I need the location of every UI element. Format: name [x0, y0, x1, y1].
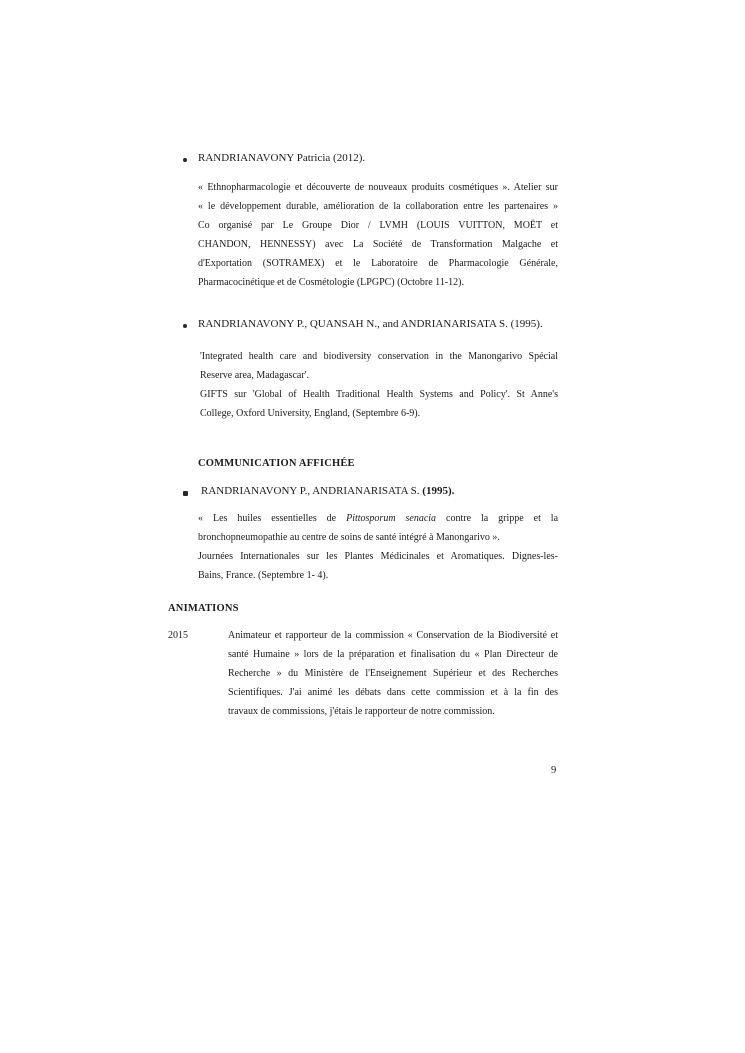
body-line: CHANDON, HENNESSY) avec La Société de Transformation Malgache et	[198, 239, 558, 250]
body-line: College, Oxford University, England, (Septembre 6-9).	[200, 408, 421, 419]
section-title-animations: ANIMATIONS	[168, 603, 239, 614]
animation-body	[228, 626, 558, 721]
body-line: d'Exportation (SOTRAMEX) et le Laboratoire de Pharmacologie Générale,	[198, 258, 558, 269]
body-line: « le développement durable, amélioration de la collaboration entre les partenaires »	[198, 201, 558, 212]
heading-year: (1995).	[422, 485, 455, 497]
body-line: Reserve area, Madagascar'.	[200, 370, 309, 381]
entry-heading: RANDRIANAVONY Patricia (2012).	[198, 152, 366, 164]
section-title-communication: COMMUNICATION AFFICHÉE	[198, 458, 355, 469]
body-line: travaux de commissions, j'étais le rapporteur de notre commission.	[228, 706, 495, 717]
entry-body	[200, 347, 558, 423]
body-line: Bains, France. (Septembre 1- 4).	[198, 570, 329, 581]
body-line: Co organisé par Le Groupe Dior / LVMH (LOUIS VUITTON, MOËT et	[198, 220, 558, 231]
entry-heading: RANDRIANAVONY P., QUANSAH N., and ANDRIANARISATA S. (1995).	[198, 318, 543, 330]
body-line: bronchopneumopathie au centre de soins de santé intégré à Manongarivo ».	[198, 532, 500, 543]
body-line: Recherche » du Ministère de l'Enseignement Supérieur et des Recherches	[228, 668, 558, 679]
body-line: Animateur et rapporteur de la commission « Conservation de la Biodiversité et	[228, 630, 558, 641]
body-line: Scientifiques. J'ai animé les débats dans cette commission et à la fin des	[228, 687, 558, 698]
line-text: « Les huiles essentielles de	[198, 513, 337, 524]
entry-body	[198, 509, 558, 585]
body-line: « Ethnopharmacologie et découverte de nouveaux produits cosmétiques ». Atelier sur	[198, 182, 558, 193]
animation-year: 2015	[168, 630, 188, 641]
body-line: Pharmacocinétique et de Cosmétologie (LPGPC) (Octobre 11-12).	[198, 277, 464, 288]
entry-heading	[201, 485, 454, 497]
bullet-icon	[183, 491, 188, 496]
entry-body	[198, 178, 558, 292]
body-line: GIFTS sur 'Global of Health Traditional Health Systems and Policy'. St Anne's	[200, 389, 558, 400]
bullet-icon	[183, 324, 187, 328]
page-number: 9	[551, 765, 557, 776]
species-name: Pittosporum senacia	[346, 513, 437, 524]
body-line: Journées Internationales sur les Plantes Médicinales et Aromatiques. Dignes-les-	[198, 551, 558, 562]
body-line: santé Humaine » lors de la préparation et finalisation du « Plan Directeur de	[228, 649, 558, 660]
line-text: contre la grippe et la	[446, 513, 559, 524]
bullet-icon	[183, 158, 187, 162]
heading-authors: RANDRIANAVONY P., ANDRIANARISATA S.	[201, 485, 423, 497]
body-line: 'Integrated health care and biodiversity conservation in the Manongarivo Spécial	[200, 351, 558, 362]
body-line	[198, 509, 558, 528]
